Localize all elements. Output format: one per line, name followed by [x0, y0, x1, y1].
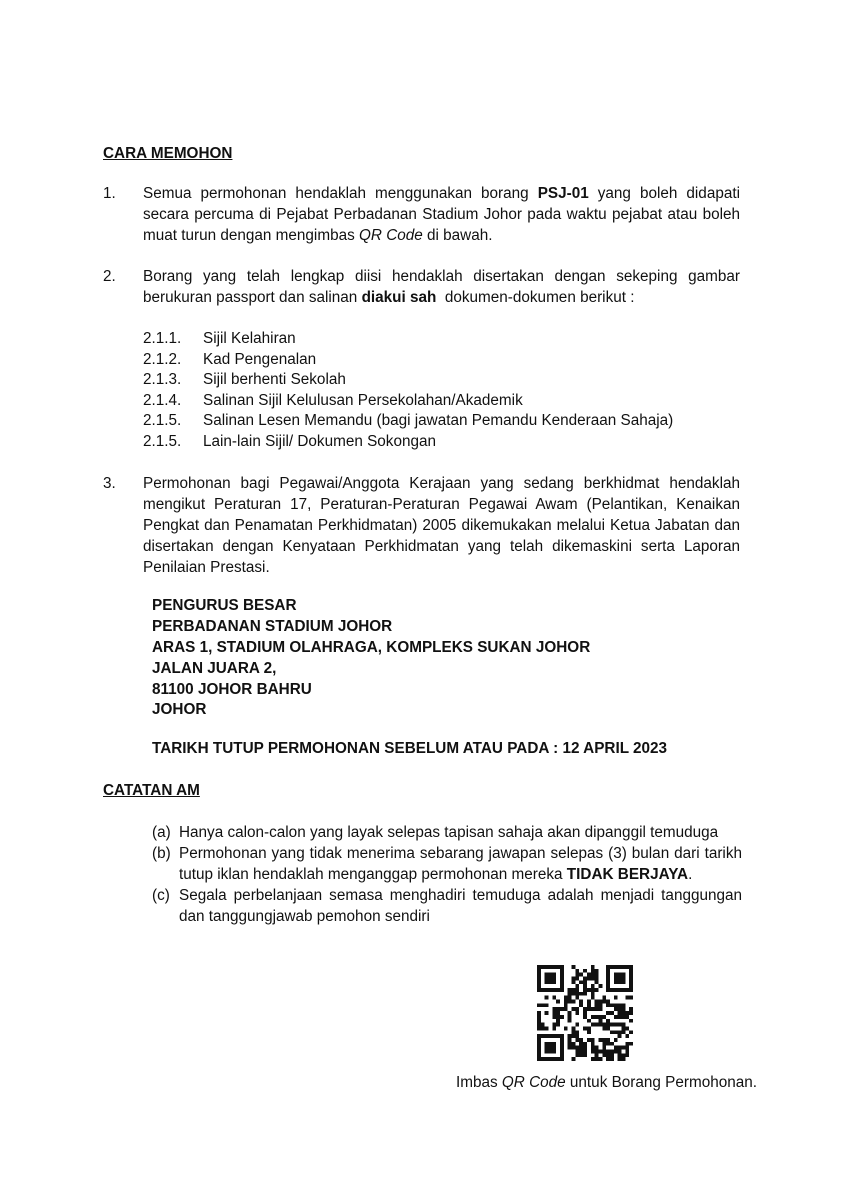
- qr-module: [591, 1038, 595, 1042]
- qr-module: [618, 1053, 622, 1057]
- qr-module: [591, 988, 595, 992]
- text: yang boleh didapati secara percuma di Pejabat Perbadanan Stadium Johor pada waktu pejabat atau boleh muat turun dengan mengimbas: [143, 185, 740, 244]
- qr-module: [575, 1023, 579, 1027]
- qr-module: [598, 1057, 602, 1061]
- text: Borang yang telah lengkap diisi hendaklah disertakan dengan sekeping gambar berukuran passport dan salinan: [143, 268, 740, 306]
- qr-module: [606, 1026, 610, 1030]
- qr-module: [614, 1038, 618, 1042]
- qr-module: [560, 1015, 564, 1019]
- document-item: [143, 349, 673, 370]
- qr-module: [591, 1023, 595, 1027]
- qr-module: [595, 1046, 599, 1050]
- qr-module: [575, 1030, 579, 1034]
- qr-finder: [614, 973, 626, 985]
- qr-module: [537, 1015, 541, 1019]
- qr-module: [610, 1003, 614, 1007]
- qr-module: [598, 1000, 602, 1004]
- qr-module: [618, 1003, 622, 1007]
- note-text: Segala perbelanjaan semasa menghadiri temuduga adalah menjadi tanggungan dan tanggungjawab pemohon sendiri: [179, 887, 742, 925]
- document-item: [143, 390, 673, 411]
- address-line: ARAS 1, STADIUM OLAHRAGA, KOMPLEKS SUKAN JOHOR: [152, 638, 591, 656]
- qr-module: [614, 1003, 618, 1007]
- qr-module: [579, 1003, 583, 1007]
- qr-module: [618, 1034, 622, 1038]
- qr-module: [602, 1049, 606, 1053]
- qr-module: [575, 1007, 579, 1011]
- qr-module: [579, 992, 583, 996]
- text: di bawah.: [422, 227, 493, 244]
- qr-module: [556, 1015, 560, 1019]
- qr-module: [591, 1007, 595, 1011]
- text: Imbas: [456, 1074, 502, 1091]
- qr-module: [621, 1015, 625, 1019]
- qr-module: [564, 1003, 568, 1007]
- qr-module: [625, 996, 629, 1000]
- qr-module: [583, 1053, 587, 1057]
- qr-module: [598, 1003, 602, 1007]
- qr-module: [579, 1000, 583, 1004]
- qr-module: [552, 1026, 556, 1030]
- qr-module: [537, 1019, 541, 1023]
- qr-module: [583, 988, 587, 992]
- qr-module: [618, 1015, 622, 1019]
- qr-module: [618, 1023, 622, 1027]
- qr-module: [621, 1007, 625, 1011]
- doc-number: 2.1.5.: [143, 412, 182, 430]
- qr-module: [572, 1046, 576, 1050]
- qr-module: [621, 1011, 625, 1015]
- note-label: (b): [152, 845, 171, 862]
- qr-module: [595, 1053, 599, 1057]
- qr-module: [595, 973, 599, 977]
- qr-module: [556, 1007, 560, 1011]
- qr-module: [621, 1053, 625, 1057]
- doc-number: 2.1.2.: [143, 350, 182, 368]
- qr-module: [579, 1046, 583, 1050]
- qr-module: [572, 1030, 576, 1034]
- qr-module: [598, 1049, 602, 1053]
- qr-module: [602, 1023, 606, 1027]
- item-number: 1.: [103, 185, 116, 202]
- qr-module: [568, 988, 572, 992]
- qr-module: [552, 1023, 556, 1027]
- qr-module: [575, 973, 579, 977]
- qr-module: [595, 1015, 599, 1019]
- qr-module: [595, 1057, 599, 1061]
- qr-module: [625, 1026, 629, 1030]
- qr-module: [621, 1023, 625, 1027]
- qr-module: [572, 988, 576, 992]
- qr-module: [602, 1042, 606, 1046]
- qr-module: [591, 1057, 595, 1061]
- qr-module: [606, 1042, 610, 1046]
- qr-module: [572, 1042, 576, 1046]
- qr-module: [618, 1007, 622, 1011]
- qr-module: [579, 1042, 583, 1046]
- qr-module: [575, 1034, 579, 1038]
- qr-module: [587, 988, 591, 992]
- doc-number: 2.1.1.: [143, 330, 182, 347]
- qr-module: [602, 1026, 606, 1030]
- qr-module: [598, 1038, 602, 1042]
- doc-number: 2.1.4.: [143, 391, 182, 409]
- qr-module: [621, 1003, 625, 1007]
- text: Permohonan bagi Pegawai/Anggota Kerajaan yang sedang berkhidmat hendaklah mengikut Peraturan 17, Peraturan-Peraturan Pegawai Awam (Pelantikan, Kenaikan Pengkat dan Penamatan Perkhidmatan) 2005 dikemukakan melalui Ketua Jabatan dan disertakan dengan Kenyataan Perkhidmatan yang telah dikemaskini serta Laporan Penilaian Prestasi.: [143, 475, 740, 576]
- doc-label: Salinan Lesen Memandu (bagi jawatan Pemandu Kenderaan Sahaja): [203, 412, 674, 430]
- document-item: [143, 410, 673, 431]
- qr-module: [572, 1026, 576, 1030]
- qr-module: [575, 1049, 579, 1053]
- item-number: 2.: [103, 268, 116, 285]
- qr-module: [583, 977, 587, 981]
- qr-module: [579, 1053, 583, 1057]
- qr-module: [629, 996, 633, 1000]
- qr-module: [595, 969, 599, 973]
- qr-module: [541, 1023, 545, 1027]
- qr-module: [568, 1038, 572, 1042]
- qr-module: [618, 1057, 622, 1061]
- qr-module: [598, 1015, 602, 1019]
- qr-module: [545, 996, 549, 1000]
- qr-module: [575, 969, 579, 973]
- qr-module: [568, 996, 572, 1000]
- qr-module: [541, 1003, 545, 1007]
- qr-module: [541, 1026, 545, 1030]
- qr-module: [572, 1057, 576, 1061]
- qr-module: [625, 1015, 629, 1019]
- qr-module: [575, 988, 579, 992]
- qr-module: [587, 1003, 591, 1007]
- qr-module: [614, 1030, 618, 1034]
- qr-module: [602, 1038, 606, 1042]
- qr-module: [575, 996, 579, 1000]
- qr-module: [625, 1042, 629, 1046]
- qr-module: [625, 1034, 629, 1038]
- form-code: PSJ-01: [537, 185, 589, 202]
- doc-number: 2.1.5.: [143, 432, 182, 450]
- qr-module: [564, 1026, 568, 1030]
- qr-module: [575, 977, 579, 981]
- qr-module: [610, 1053, 614, 1057]
- address-line: PENGURUS BESAR: [152, 597, 297, 614]
- qr-module: [568, 992, 572, 996]
- qr-module: [579, 973, 583, 977]
- qr-module: [575, 1046, 579, 1050]
- qr-module: [602, 1000, 606, 1004]
- qr-module: [621, 1030, 625, 1034]
- qr-module: [556, 1019, 560, 1023]
- qr-module: [629, 1011, 633, 1015]
- text: dokumen-dokumen berikut :: [436, 289, 635, 306]
- qr-module: [568, 1011, 572, 1015]
- qr-module: [545, 1026, 549, 1030]
- doc-label: Sijil Kelahiran: [203, 330, 296, 347]
- qr-module: [587, 1030, 591, 1034]
- qr-caption: [456, 1072, 757, 1093]
- qr-module: [572, 965, 576, 969]
- qr-module: [629, 1030, 633, 1034]
- document-item: [143, 369, 673, 390]
- note-label: (a): [152, 824, 171, 841]
- note-label: (c): [152, 887, 170, 904]
- doc-label: Lain-lain Sijil/ Dokumen Sokongan: [203, 432, 436, 450]
- qr-module: [606, 1011, 610, 1015]
- note-item: [152, 822, 742, 843]
- qr-module: [568, 1046, 572, 1050]
- qr-module: [606, 1003, 610, 1007]
- qr-module: [572, 980, 576, 984]
- qr-module: [556, 1000, 560, 1004]
- qr-module: [591, 969, 595, 973]
- qr-module: [591, 996, 595, 1000]
- qr-module: [629, 1042, 633, 1046]
- qr-module: [583, 1011, 587, 1015]
- qr-module: [552, 1007, 556, 1011]
- qr-module: [591, 973, 595, 977]
- qr-module: [602, 1046, 606, 1050]
- qr-module: [545, 1011, 549, 1015]
- qr-module: [614, 1049, 618, 1053]
- qr-module: [587, 977, 591, 981]
- qr-module: [625, 1053, 629, 1057]
- address-line: JOHOR: [152, 701, 207, 719]
- qr-module: [568, 1034, 572, 1038]
- qr-module: [618, 1011, 622, 1015]
- qr-module: [595, 1000, 599, 1004]
- qr-module: [537, 1011, 541, 1015]
- qr-module: [583, 1049, 587, 1053]
- qr-code-icon[interactable]: [537, 965, 633, 1061]
- text: QR Code: [501, 1074, 566, 1091]
- qr-module: [583, 1015, 587, 1019]
- doc-label: Salinan Sijil Kelulusan Persekolahan/Akademik: [203, 391, 523, 409]
- qr-module: [583, 980, 587, 984]
- qr-module: [610, 1023, 614, 1027]
- qr-module: [614, 1023, 618, 1027]
- qr-module: [591, 984, 595, 988]
- qr-module: [614, 1015, 618, 1019]
- qr-module: [595, 1023, 599, 1027]
- qr-module: [537, 1003, 541, 1007]
- qr-module: [583, 969, 587, 973]
- qr-module: [556, 1011, 560, 1015]
- qr-module: [595, 980, 599, 984]
- qr-module: [614, 1007, 618, 1011]
- list-item-2: [103, 266, 740, 308]
- qr-module: [575, 1038, 579, 1042]
- qr-module: [625, 1049, 629, 1053]
- qr-module: [587, 1019, 591, 1023]
- qr-module: [537, 1026, 541, 1030]
- qr-module: [606, 1057, 610, 1061]
- qr-module: [591, 1049, 595, 1053]
- qr-module: [591, 1042, 595, 1046]
- qr-module: [564, 1007, 568, 1011]
- list-item-1: [103, 183, 740, 246]
- qr-module: [591, 1015, 595, 1019]
- qr-module: [602, 996, 606, 1000]
- qr-module: [621, 1046, 625, 1050]
- qr-module: [572, 977, 576, 981]
- qr-module: [560, 1007, 564, 1011]
- qr-module: [568, 1015, 572, 1019]
- qr-module: [556, 1023, 560, 1027]
- address-line: PERBADANAN STADIUM JOHOR: [152, 617, 393, 635]
- document-item: [143, 431, 673, 452]
- qr-module: [564, 996, 568, 1000]
- note-text: .: [688, 866, 693, 883]
- qr-module: [568, 1000, 572, 1004]
- qr-module: [552, 1015, 556, 1019]
- notes-list: [152, 822, 742, 927]
- qr-module: [591, 977, 595, 981]
- qr-module: [598, 1023, 602, 1027]
- qr-module: [595, 988, 599, 992]
- qr-module: [610, 1057, 614, 1061]
- qr-module: [625, 1011, 629, 1015]
- qr-module: [610, 1042, 614, 1046]
- document-item: [143, 328, 673, 349]
- qr-finder: [545, 973, 557, 985]
- address-line: 81100 JOHOR BAHRU: [152, 680, 312, 698]
- qr-module: [614, 996, 618, 1000]
- qr-module: [610, 1011, 614, 1015]
- qr-module: [575, 992, 579, 996]
- qr-module: [587, 973, 591, 977]
- qr-module: [564, 1000, 568, 1004]
- qr-module: [587, 1026, 591, 1030]
- qr-module: [595, 1003, 599, 1007]
- qr-finder: [545, 1042, 557, 1054]
- qr-module: [629, 1007, 633, 1011]
- qr-module: [552, 1011, 556, 1015]
- qr-module: [606, 1053, 610, 1057]
- qr-module: [545, 1003, 549, 1007]
- qr-module: [572, 1007, 576, 1011]
- qr-module: [602, 1053, 606, 1057]
- qr-module: [568, 1042, 572, 1046]
- qr-module: [537, 1023, 541, 1027]
- qr-module: [583, 1007, 587, 1011]
- qr-module: [610, 1049, 614, 1053]
- qr-module: [587, 1000, 591, 1004]
- qr-module: [575, 1053, 579, 1057]
- qr-module: [572, 1034, 576, 1038]
- qr-module: [606, 1049, 610, 1053]
- note-text: Hanya calon-calon yang layak selepas tapisan sahaja akan dipanggil temuduga: [179, 824, 719, 841]
- qr-module: [621, 1026, 625, 1030]
- documents-list: [143, 328, 673, 452]
- qr-module: [598, 1019, 602, 1023]
- text: untuk Borang Permohonan.: [565, 1074, 758, 1091]
- qr-module: [591, 965, 595, 969]
- qr-module: [618, 1049, 622, 1053]
- heading-catatan-am: CATATAN AM: [103, 782, 200, 799]
- note-item: [152, 885, 742, 927]
- qr-module: [579, 1049, 583, 1053]
- qr-module: [583, 1042, 587, 1046]
- list-item-3: [103, 473, 740, 578]
- qr-module: [583, 1046, 587, 1050]
- note-item: [152, 843, 742, 885]
- qr-module: [575, 984, 579, 988]
- text: Semua permohonan hendaklah menggunakan borang: [143, 185, 538, 202]
- qr-module: [625, 1046, 629, 1050]
- qr-module: [606, 1000, 610, 1004]
- qr-module: [614, 1046, 618, 1050]
- qr-module: [606, 1038, 610, 1042]
- qr-module: [572, 992, 576, 996]
- qr-module: [579, 980, 583, 984]
- address-line: JALAN JUARA 2,: [152, 659, 277, 677]
- qr-module: [583, 984, 587, 988]
- qr-module: [621, 1057, 625, 1061]
- qr-module: [606, 1023, 610, 1027]
- qr-module: [572, 1000, 576, 1004]
- text: QR Code: [359, 227, 423, 244]
- address-block: [152, 595, 590, 720]
- qr-module: [598, 1007, 602, 1011]
- qr-module: [618, 1030, 622, 1034]
- heading-cara-memohon: CARA MEMOHON: [103, 145, 233, 162]
- qr-module: [579, 1038, 583, 1042]
- item-number: 3.: [103, 475, 116, 492]
- qr-module: [583, 992, 587, 996]
- qr-module: [568, 1019, 572, 1023]
- qr-module: [602, 1015, 606, 1019]
- closing-date: TARIKH TUTUP PERMOHONAN SEBELUM ATAU PADA : 12 APRIL 2023: [152, 740, 668, 757]
- note-text: Permohonan yang tidak menerima sebarang jawapan selepas (3) bulan dari tarikh tutup iklan hendaklah menganggap permohonan mereka: [179, 845, 742, 883]
- doc-label: Kad Pengenalan: [203, 350, 317, 368]
- qr-module: [595, 1049, 599, 1053]
- qr-module: [629, 1019, 633, 1023]
- doc-label: Sijil berhenti Sekolah: [203, 371, 346, 389]
- text: diakui sah: [361, 289, 437, 306]
- qr-module: [575, 1011, 579, 1015]
- qr-module: [598, 984, 602, 988]
- qr-module: [591, 1046, 595, 1050]
- qr-module: [618, 1046, 622, 1050]
- doc-number: 2.1.3.: [143, 371, 182, 389]
- qr-module: [552, 996, 556, 1000]
- qr-module: [587, 1038, 591, 1042]
- qr-module: [595, 977, 599, 981]
- qr-module: [587, 1007, 591, 1011]
- qr-module: [583, 1026, 587, 1030]
- qr-module: [595, 1007, 599, 1011]
- qr-module: [610, 1030, 614, 1034]
- note-emphasis: TIDAK BERJAYA: [566, 866, 689, 883]
- qr-module: [591, 992, 595, 996]
- qr-module: [606, 1019, 610, 1023]
